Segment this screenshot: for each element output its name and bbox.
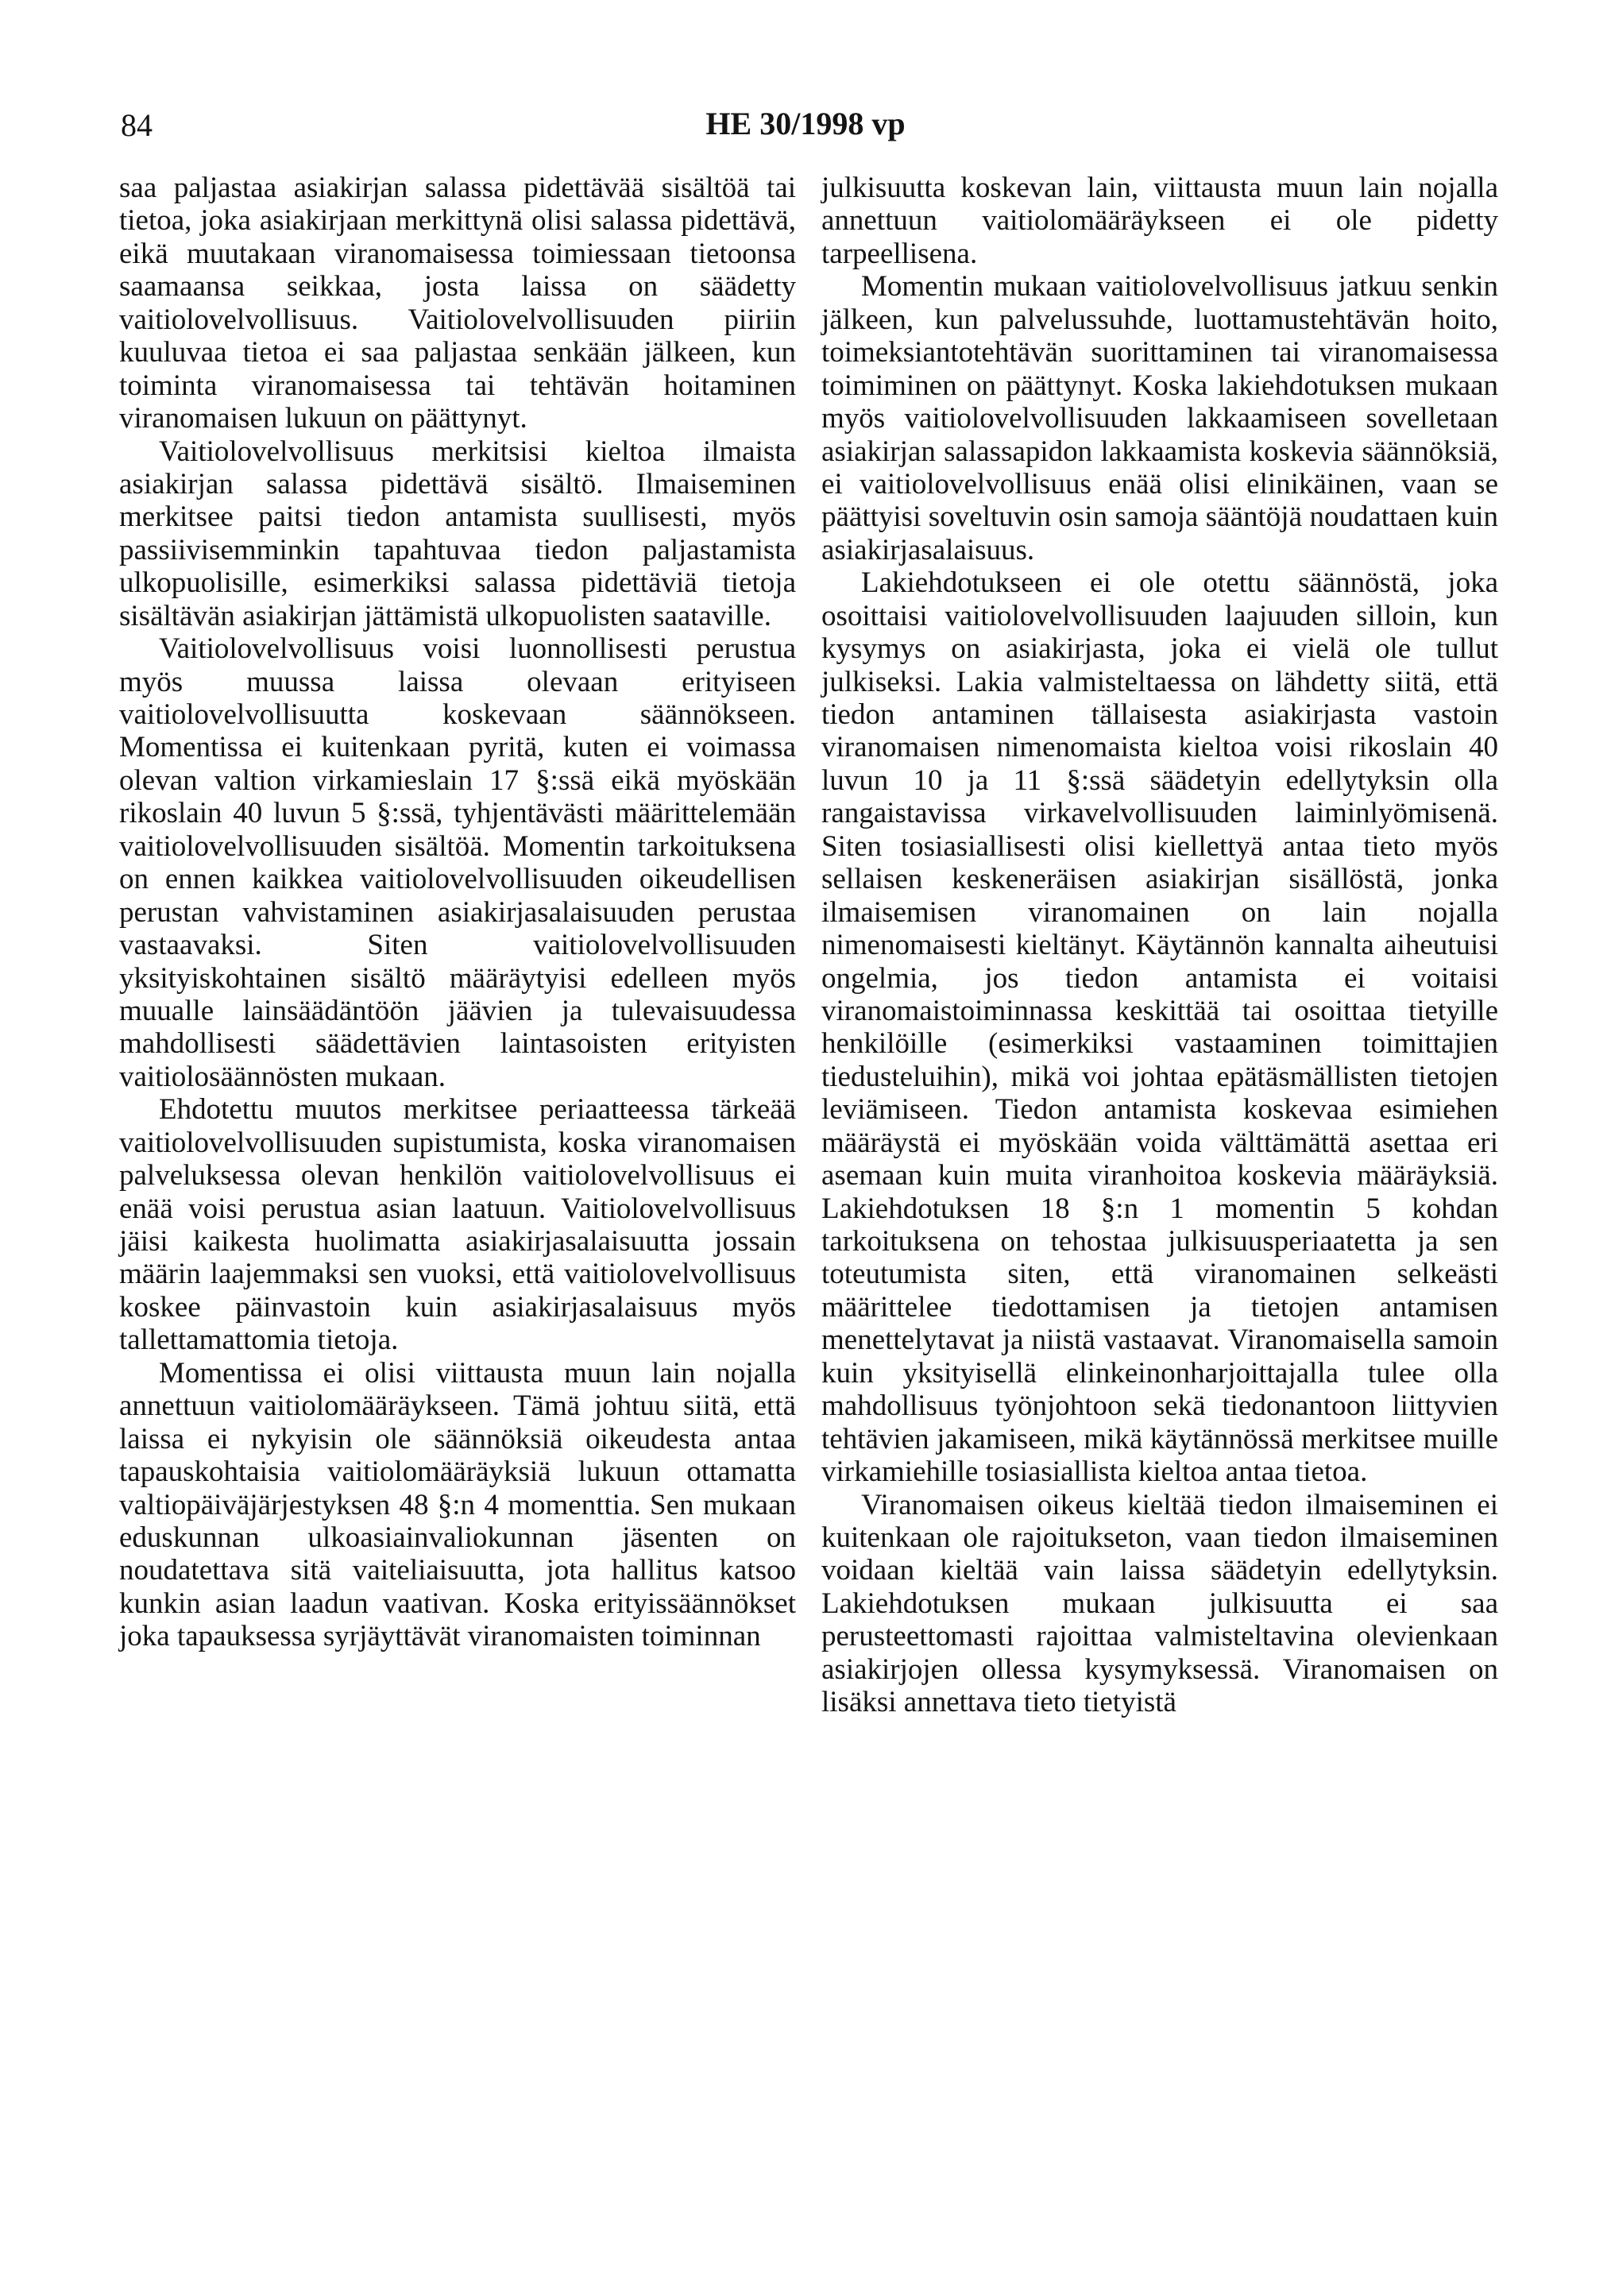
paragraph: Momentissa ei olisi viittausta muun lain nojalla annettuun vaitiolomääräykseen. Tämä johtuu siitä, että laissa ei nykyisin ole säännöksiä oikeudesta antaa tapauskohtaisia vaitiolomääräyksiä lukuun ottamatta valtiopäiväjärjestyksen 48 §:n 4 momenttia. Sen mukaan eduskunnan ulkoasiainvaliokunnan jäsenten on noudatettava sitä vaiteliaisuutta, jota hallitus katsoo kunkin asian laadun vaativan. Koska erityissäännökset joka tapauksessa syrjäyttävät viranomaisten toiminnan [119,1356,796,1653]
paragraph: Vaitiolovelvollisuus voisi luonnollisesti perustua myös muussa laissa olevaan erityiseen vaitiolovelvollisuutta koskevaan säännökseen. Momentissa ei kuitenkaan pyritä, kuten ei voimassa olevan valtion virkamieslain 17 §:ssä eikä myöskään rikoslain 40 luvun 5 §:ssä, tyhjentävästi määrittelemään vaitiolovelvollisuuden sisältöä. Momentin tarkoituksena on ennen kaikkea vaitiolovelvollisuuden oikeudellisen perustan vahvistaminen asiakirjasalaisuuden perustaa vastaavaksi. Siten vaitiolovelvollisuuden yksityiskohtainen sisältö määräytyisi edelleen myös muualle lainsäädäntöön jäävien ja tulevaisuudessa mahdollisesti säädettävien laintasoisten erityisten vaitiolosäännösten mukaan. [119,632,796,1093]
paragraph: saa paljastaa asiakirjan salassa pidettävää sisältöä tai tietoa, joka asiakirjaan merkittynä olisi salassa pidettävä, eikä muutakaan viranomaisessa toimiessaan tietoonsa saamaansa seikkaa, josta laissa on säädetty vaitiolovelvollisuus. Vaitiolovelvollisuuden piiriin kuuluvaa tietoa ei saa paljastaa senkään jälkeen, kun toiminta viranomaisessa tai tehtävän hoitaminen viranomaisen lukuun on päättynyt. [119,172,796,435]
running-head: HE 30/1998 vp [705,106,906,141]
page-number: 84 [121,107,153,143]
paragraph: Momentin mukaan vaitiolovelvollisuus jatkuu senkin jälkeen, kun palvelussuhde, luottamustehtävän hoito, toimeksiantotehtävän suorittaminen tai viranomaisessa toimiminen on päättynyt. Koska lakiehdotuksen mukaan myös vaitiolovelvollisuuden lakkaamiseen sovelletaan asiakirjan salassapidon lakkaamista koskevia säännöksiä, ei vaitiolovelvollisuus enää olisi elinikäinen, vaan se päättyisi soveltuvin osin samoja sääntöjä noudattaen kuin asiakirjasalaisuus. [821,270,1498,566]
paragraph: julkisuutta koskevan lain, viittausta muun lain nojalla annettuun vaitiolomääräykseen ei ole pidetty tarpeellisena. [821,172,1498,270]
paragraph: Vaitiolovelvollisuus merkitsisi kieltoa ilmaista asiakirjan salassa pidettävä sisältö. Ilmaiseminen merkitsee paitsi tiedon antamista suullisesti, myös passiivisemminkin tapahtuvaa tiedon paljastamista ulkopuolisille, esimerkiksi salassa pidettäviä tietoja sisältävän asiakirjan jättämistä ulkopuolisten saataville. [119,435,796,632]
left-column [119,172,796,1653]
paragraph: Lakiehdotukseen ei ole otettu säännöstä, joka osoittaisi vaitiolovelvollisuuden laajuuden silloin, kun kysymys on asiakirjasta, joka ei vielä ole tullut julkiseksi. Lakia valmisteltaessa on lähdetty siitä, että tiedon antaminen tällaisesta asiakirjasta vastoin viranomaisen nimenomaista kieltoa voisi rikoslain 40 luvun 10 ja 11 §:ssä säädetyin edellytyksin olla rangaistavissa virkavelvollisuuden laiminlyömisenä. Siten tosiasiallisesti olisi kiellettyä antaa tieto myös sellaisen keskeneräisen asiakirjan sisällöstä, jonka ilmaisemisen viranomainen on lain nojalla nimenomaisesti kieltänyt. Käytännön kannalta aiheutuisi ongelmia, jos tiedon antamista ei voitaisi viranomaistoiminnassa keskittää tai osoittaa tietyille henkilöille (esimerkiksi vastaaminen toimittajien tiedusteluihin), mikä voi johtaa epätäsmällisten tietojen leviämiseen. Tiedon antamista koskevaa esimiehen määräystä ei myöskään voida välttämättä asettaa eri asemaan kuin muita viranhoitoa koskevia määräyksiä. Lakiehdotuksen 18 §:n 1 momentin 5 kohdan tarkoituksena on tehostaa julkisuusperiaatetta ja sen toteutumista siten, että viranomainen selkeästi määrittelee tiedottamisen ja tietojen antamisen menettelytavat ja niistä vastaavat. Viranomaisella samoin kuin yksityisellä elinkeinonharjoittajalla tulee olla mahdollisuus työnjohtoon sekä tiedonantoon liittyvien tehtävien jakamiseen, mikä käytännössä merkitsee muille virkamiehille tosiasiallista kieltoa antaa tietoa. [821,566,1498,1489]
paragraph: Ehdotettu muutos merkitsee periaatteessa tärkeää vaitiolovelvollisuuden supistumista, koska viranomaisen palveluksessa olevan henkilön vaitiolovelvollisuus ei enää voisi perustua asian laatuun. Vaitiolovelvollisuus jäisi kaikesta huolimatta asiakirjasalaisuutta jossain määrin laajemmaksi sen vuoksi, että vaitiolovelvollisuus koskee päinvastoin kuin asiakirjasalaisuus myös tallettamattomia tietoja. [119,1093,796,1357]
right-column [821,172,1498,1719]
paragraph: Viranomaisen oikeus kieltää tiedon ilmaiseminen ei kuitenkaan ole rajoitukseton, vaan tiedon ilmaiseminen voidaan kieltää vain laissa säädetyin edellytyksin. Lakiehdotuksen mukaan julkisuutta ei saa perusteettomasti rajoittaa valmisteltavina olevienkaan asiakirjojen ollessa kysymyksessä. Viranomaisen on lisäksi annettava tieto tietyistä [821,1488,1498,1719]
